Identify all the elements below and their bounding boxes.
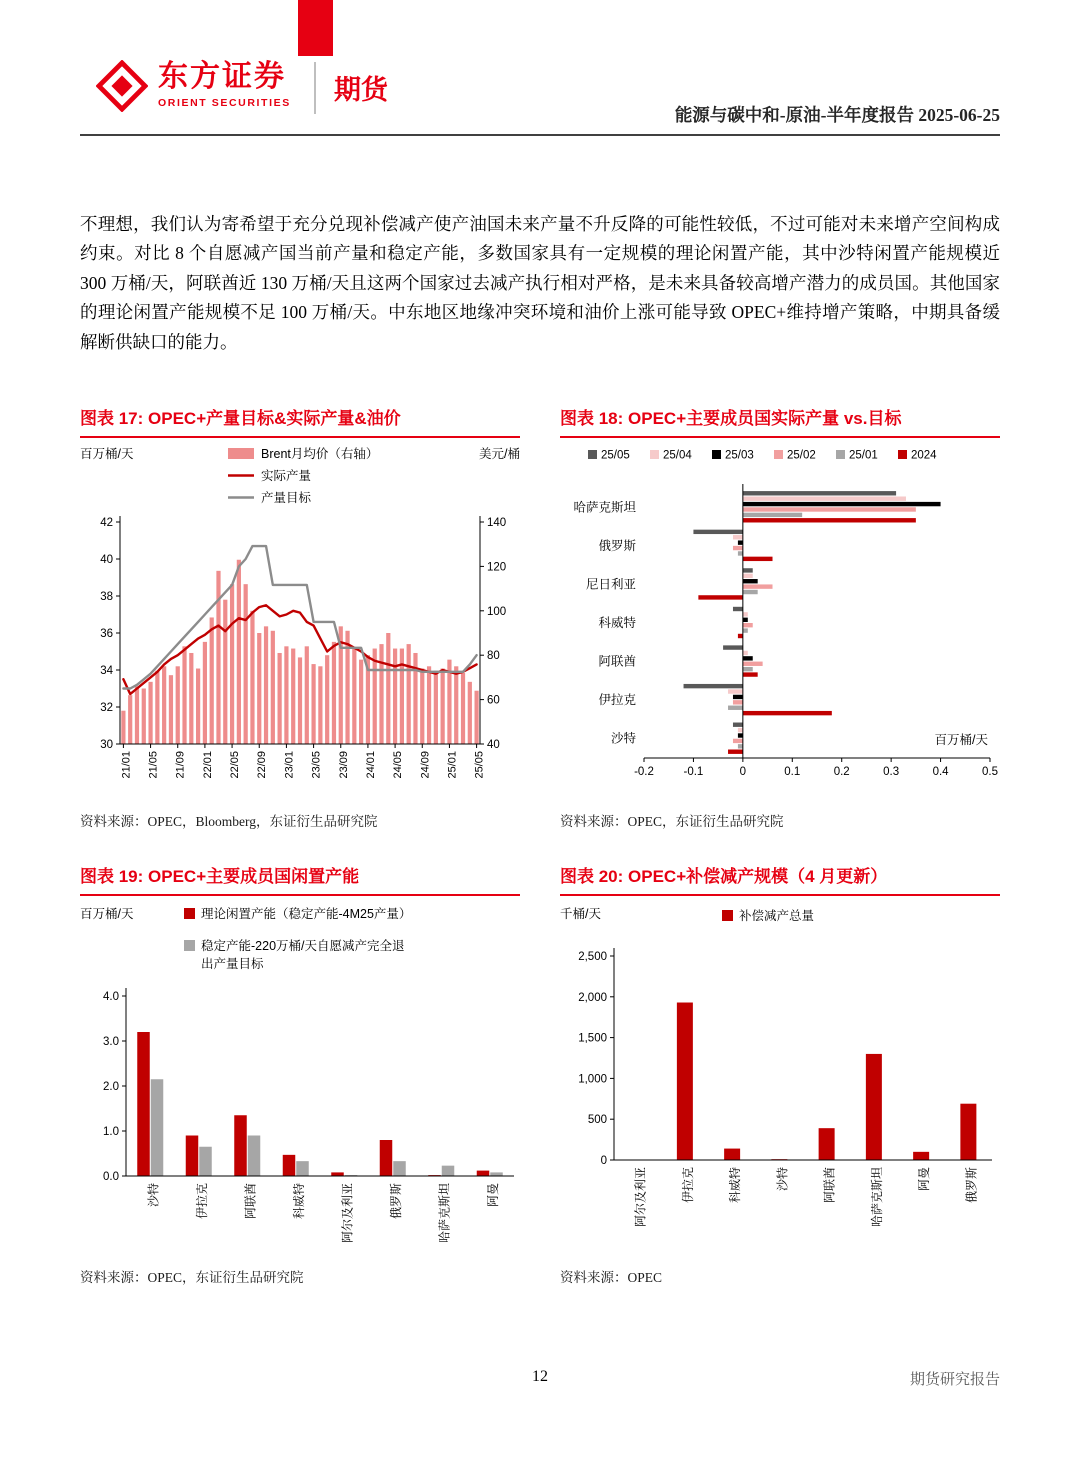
svg-text:0.4: 0.4: [932, 766, 949, 778]
svg-text:22/01: 22/01: [201, 751, 214, 779]
svg-text:24/05: 24/05: [392, 751, 405, 779]
figure-18-chart: [560, 442, 1000, 802]
svg-text:哈萨克斯坦: 哈萨克斯坦: [437, 1183, 452, 1244]
svg-text:0: 0: [739, 766, 747, 778]
figure-17: [80, 404, 520, 830]
svg-text:科威特: 科威特: [598, 616, 636, 630]
svg-text:百万桶/天: 百万桶/天: [934, 733, 988, 747]
svg-text:沙特: 沙特: [146, 1183, 161, 1208]
svg-text:伊拉克: 伊拉克: [680, 1167, 695, 1204]
svg-text:36: 36: [100, 628, 113, 640]
svg-text:-0.1: -0.1: [683, 766, 704, 778]
figure-17-title: 图表 17: OPEC+产量目标&实际产量&油价: [80, 404, 520, 438]
svg-text:34: 34: [100, 665, 113, 677]
svg-text:25/05: 25/05: [601, 449, 630, 462]
figure-18-title: 图表 18: OPEC+主要成员国实际产量 vs.目标: [560, 404, 1000, 438]
svg-text:23/01: 23/01: [283, 751, 296, 779]
figure-20-title: 图表 20: OPEC+补偿减产规模（4 月更新）: [560, 862, 1000, 896]
svg-text:阿联酋: 阿联酋: [598, 654, 636, 669]
brand-logo: [96, 60, 291, 112]
footer-report-type: 期货研究报告: [909, 1372, 1000, 1388]
svg-text:阿联酋: 阿联酋: [822, 1167, 837, 1204]
svg-text:25/01: 25/01: [446, 751, 459, 779]
svg-text:22/05: 22/05: [229, 751, 242, 779]
svg-text:21/05: 21/05: [147, 751, 160, 779]
svg-text:120: 120: [487, 561, 507, 574]
svg-text:2024: 2024: [911, 449, 937, 462]
svg-text:哈萨克斯坦: 哈萨克斯坦: [573, 500, 636, 515]
svg-text:阿尔及利亚: 阿尔及利亚: [340, 1183, 355, 1244]
svg-text:实际产量: 实际产量: [261, 469, 312, 483]
svg-text:25/03: 25/03: [725, 449, 754, 462]
svg-text:美元/桶: 美元/桶: [479, 447, 520, 461]
svg-text:40: 40: [487, 739, 500, 751]
svg-text:哈萨克斯坦: 哈萨克斯坦: [869, 1167, 884, 1228]
header-red-tab: [298, 0, 333, 56]
page-number: 12: [532, 1368, 548, 1385]
figure-19-title: 图表 19: OPEC+主要成员国闲置产能: [80, 862, 520, 896]
svg-text:23/09: 23/09: [337, 751, 350, 779]
svg-text:科威特: 科威特: [291, 1183, 306, 1220]
header-rule: [80, 134, 1000, 136]
svg-text:伊拉克: 伊拉克: [194, 1183, 209, 1220]
svg-text:3.0: 3.0: [103, 1036, 119, 1048]
svg-text:尼日利亚: 尼日利亚: [585, 577, 636, 592]
svg-text:22/09: 22/09: [256, 751, 269, 779]
svg-text:俄罗斯: 俄罗斯: [964, 1167, 979, 1204]
figure-18: [560, 404, 1000, 830]
svg-text:阿曼: 阿曼: [917, 1167, 932, 1192]
logo-text: [158, 60, 291, 109]
svg-text:21/09: 21/09: [174, 751, 187, 779]
svg-text:补偿减产总量: 补偿减产总量: [739, 909, 815, 923]
svg-text:0: 0: [600, 1155, 607, 1167]
svg-text:1,500: 1,500: [578, 1032, 607, 1045]
figure-17-source: 资料来源：OPEC，Bloomberg，东证衍生品研究院: [80, 814, 378, 829]
svg-text:产量目标: 产量目标: [261, 491, 312, 505]
svg-text:24/01: 24/01: [364, 751, 377, 779]
svg-text:1,000: 1,000: [578, 1073, 607, 1086]
svg-text:80: 80: [487, 650, 500, 663]
svg-text:沙特: 沙特: [775, 1167, 790, 1192]
svg-text:30: 30: [100, 739, 113, 751]
svg-text:1.0: 1.0: [103, 1126, 119, 1138]
figure-19-chart: [80, 900, 520, 1258]
figure-19: [80, 862, 520, 1286]
svg-text:百万桶/天: 百万桶/天: [80, 907, 134, 921]
svg-text:0.3: 0.3: [883, 766, 900, 778]
svg-text:25/05: 25/05: [473, 751, 486, 779]
svg-text:沙特: 沙特: [610, 731, 636, 746]
svg-text:0.2: 0.2: [833, 766, 850, 778]
svg-text:俄罗斯: 俄罗斯: [388, 1183, 403, 1220]
figure-20-chart: [560, 900, 1000, 1258]
svg-text:出产量目标: 出产量目标: [201, 957, 264, 971]
figure-18-source: 资料来源：OPEC，东证衍生品研究院: [560, 814, 784, 829]
report-title: 能源与碳中和-原油-半年度报告 2025-06-25: [674, 105, 1000, 125]
svg-text:40: 40: [100, 554, 113, 566]
orient-diamond-logo-icon: [96, 60, 148, 112]
svg-text:100: 100: [487, 605, 507, 618]
svg-text:25/01: 25/01: [849, 449, 878, 462]
logo-name-cn: 东方证券: [158, 60, 286, 93]
svg-text:140: 140: [487, 517, 507, 529]
svg-text:阿尔及利亚: 阿尔及利亚: [633, 1167, 648, 1228]
svg-text:2.0: 2.0: [103, 1081, 119, 1093]
svg-text:42: 42: [100, 517, 113, 529]
figure-20: [560, 862, 1000, 1286]
svg-text:稳定产能-220万桶/天自愿减产完全退: 稳定产能-220万桶/天自愿减产完全退: [201, 939, 405, 953]
figure-20-source: 资料来源：OPEC: [560, 1270, 663, 1285]
section-label: 期货: [334, 75, 388, 105]
header-divider: [314, 62, 316, 114]
svg-text:500: 500: [587, 1114, 607, 1127]
svg-text:-0.2: -0.2: [634, 766, 654, 778]
svg-text:理论闲置产能（稳定产能-4M25产量）: 理论闲置产能（稳定产能-4M25产量）: [201, 907, 412, 921]
svg-text:21/01: 21/01: [120, 751, 133, 779]
svg-text:24/09: 24/09: [419, 751, 432, 779]
svg-text:百万桶/天: 百万桶/天: [80, 447, 134, 461]
svg-text:25/02: 25/02: [787, 449, 816, 462]
body-paragraph: 不理想，我们认为寄希望于充分兑现补偿减产使产油国未来产量不升反降的可能性较低，不过可能对未来增产空间构成约束。对比 8 个自愿减产国当前产量和稳定产能，多数国家具有一定规模的理论闲置产能，其中沙特闲置产能规模近 300 万桶/天，阿联酋近 130 万桶/天且这两个国家过去减产执行相对严格，是未来具备较高增产潜力的成员国。其他国家的理论闲置产能规模不足 100 万桶/天。中东地区地缘冲突环境和油价上涨可能导致 OPEC+维持增产策略，中期具备缓解断供缺口的能力。: [80, 213, 1000, 352]
svg-text:2,500: 2,500: [578, 951, 607, 963]
svg-text:4.0: 4.0: [103, 991, 119, 1003]
svg-text:俄罗斯: 俄罗斯: [598, 538, 636, 553]
figure-17-chart: [80, 442, 520, 802]
svg-text:阿曼: 阿曼: [485, 1183, 500, 1208]
logo-name-en: ORIENT SECURITIES: [158, 97, 291, 109]
svg-text:60: 60: [487, 694, 500, 707]
svg-text:38: 38: [100, 591, 113, 603]
svg-text:0.0: 0.0: [103, 1171, 119, 1183]
svg-text:伊拉克: 伊拉克: [598, 693, 636, 708]
svg-text:32: 32: [100, 702, 113, 714]
svg-text:千桶/天: 千桶/天: [560, 907, 601, 921]
svg-text:Brent月均价（右轴）: Brent月均价（右轴）: [261, 447, 379, 461]
svg-text:25/04: 25/04: [663, 449, 692, 462]
figure-19-source: 资料来源：OPEC，东证衍生品研究院: [80, 1270, 304, 1285]
svg-text:0.5: 0.5: [982, 766, 998, 778]
svg-text:阿联酋: 阿联酋: [243, 1183, 258, 1220]
svg-text:2,000: 2,000: [578, 991, 607, 1004]
svg-text:0.1: 0.1: [784, 766, 801, 778]
svg-text:科威特: 科威特: [728, 1167, 743, 1204]
svg-text:23/05: 23/05: [310, 751, 323, 779]
